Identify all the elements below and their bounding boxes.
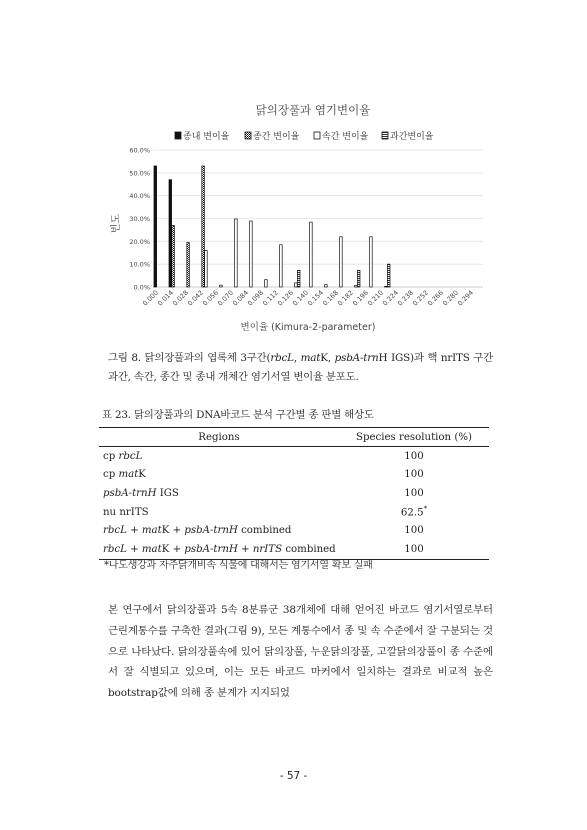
bar — [387, 264, 390, 287]
region-text: cp — [103, 469, 119, 481]
resolution-value: 100 — [404, 450, 424, 462]
resolution-cell — [339, 484, 489, 503]
header-species-resolution: Species resolution (%) — [339, 428, 489, 447]
legend-swatch — [175, 132, 181, 139]
resolution-cell — [339, 503, 489, 522]
bar — [220, 285, 223, 287]
resolution-value: 100 — [404, 525, 424, 537]
chart-title: 닭의장풀과 염기변이율 — [255, 103, 371, 117]
region-cell — [99, 466, 339, 485]
x-tick-label: 0.084 — [231, 288, 250, 308]
bar — [250, 221, 253, 287]
x-tick-label: 0.224 — [381, 288, 400, 308]
bar — [280, 245, 283, 287]
x-tick-label: 0.210 — [366, 288, 385, 308]
region-text: + — [126, 525, 142, 537]
x-tick-label: 0.000 — [141, 288, 160, 308]
bar — [340, 237, 343, 287]
figure-caption: 그림 8. 닭의장풀과의 엽록체 3구간(rbcL, matK, psbA-trnH IGS)과 핵 nrITS 구간 과간, 속간, 종간 및 종내 개체간 염기서열 변이율 분포도. — [108, 352, 493, 383]
resolution-value: 100 — [404, 543, 424, 555]
region-text: mat — [141, 525, 162, 537]
table-header-row — [99, 428, 489, 447]
chart — [95, 92, 495, 337]
resolution-cell — [339, 447, 489, 466]
bar — [297, 270, 300, 287]
region-text: rbcL — [103, 543, 127, 555]
x-tick-label: 0.154 — [306, 288, 325, 308]
region-cell — [99, 503, 339, 522]
x-tick-label: 0.294 — [456, 288, 475, 308]
y-tick-label: 30.0% — [129, 215, 150, 223]
region-text: K + — [161, 543, 185, 555]
legend-label: 속간 변이율 — [322, 132, 369, 142]
bar — [325, 285, 328, 287]
region-text: K — [138, 469, 146, 481]
x-tick-label: 0.014 — [156, 288, 175, 308]
bar — [310, 222, 313, 287]
bar — [235, 219, 238, 287]
y-tick-label: 0.0% — [133, 283, 150, 292]
bar — [154, 166, 157, 287]
x-tick-label: 0.266 — [426, 288, 445, 308]
y-tick-label: 50.0% — [129, 169, 150, 178]
x-tick-label: 0.182 — [336, 288, 355, 308]
region-text: mat — [141, 543, 162, 555]
y-tick-label: 10.0% — [129, 260, 150, 269]
x-tick-label: 0.126 — [276, 288, 295, 308]
resolution-value: 62.5 — [400, 507, 424, 519]
y-tick-label: 60.0% — [129, 146, 150, 155]
table-row — [99, 466, 489, 485]
x-tick-label: 0.028 — [171, 288, 190, 308]
page-number: - 57 - — [279, 770, 308, 782]
y-tick-label: 20.0% — [129, 237, 150, 246]
bar — [295, 283, 298, 287]
x-tick-label: 0.056 — [201, 288, 220, 308]
region-text: combined — [237, 525, 292, 537]
resolution-value: 100 — [404, 469, 424, 481]
bar — [385, 286, 388, 287]
x-tick-label: 0.252 — [411, 288, 430, 308]
header-regions: Regions — [99, 428, 339, 447]
region-text: rbcL — [118, 450, 143, 462]
bar — [265, 280, 268, 287]
resolution-cell — [339, 466, 489, 485]
x-tick-label: 0.196 — [351, 288, 370, 308]
bar — [169, 180, 172, 287]
x-tick-label: 0.042 — [186, 288, 205, 308]
region-text: + — [126, 543, 142, 555]
bar-chart-svg — [95, 92, 495, 337]
region-text: mat — [118, 469, 139, 481]
footnote-marker: * — [423, 505, 428, 514]
x-tick-label: 0.098 — [246, 288, 265, 308]
bar — [370, 237, 373, 287]
bar — [205, 250, 208, 287]
x-axis-label: 변이율 (Kimura-2-parameter) — [240, 322, 376, 333]
table-row — [99, 484, 489, 503]
region-cell — [99, 484, 339, 503]
region-text: psbA-trnH — [103, 487, 157, 499]
bar — [172, 225, 175, 287]
bar — [355, 285, 358, 287]
region-cell — [99, 521, 339, 540]
y-tick-label: 40.0% — [129, 192, 150, 201]
bar — [202, 166, 205, 287]
region-text: IGS — [156, 487, 179, 499]
x-tick-label: 0.238 — [396, 288, 415, 308]
x-tick-label: 0.280 — [441, 288, 460, 308]
table-row — [99, 447, 489, 466]
body-paragraph: 본 연구에서 닭의장풀과 5속 8분류군 38개체에 대해 얻어진 바코드 염기서열로부터 근린계통수를 구축한 결과(그림 9), 모든 계통수에서 종 및 속 수준에서 잘 구분되는 것으로 나타났다. 닭의장풀속에 있어 닭의장풀, 누운닭의장풀, 고깔닭의장풀이 종 수준에서 잘 식별되고 있으며, 이는 모든 바코드 마커에서 일치하는 결과로 비교적 높은 bootstrap값에 의해 종 분계가 지지되었 — [108, 604, 493, 700]
region-text: K + — [161, 525, 185, 537]
resolution-cell — [339, 521, 489, 540]
region-text: rbcL — [103, 525, 127, 537]
x-tick-label: 0.140 — [291, 288, 310, 308]
table-row — [99, 503, 489, 522]
x-tick-label: 0.168 — [321, 288, 340, 308]
bar — [187, 242, 190, 287]
legend-swatch — [382, 132, 388, 139]
y-axis-label: 빈도 — [111, 213, 122, 234]
legend-swatch — [245, 132, 251, 139]
legend-label: 종내 변이율 — [183, 132, 230, 142]
x-tick-label: 0.112 — [261, 288, 280, 308]
bar — [357, 270, 360, 287]
region-text: cp — [103, 450, 119, 462]
region-text: psbA-trnH — [184, 525, 238, 537]
region-cell — [99, 447, 339, 466]
x-tick-label: 0.070 — [216, 288, 235, 308]
table-row — [99, 521, 489, 540]
legend-label: 종간 변이율 — [253, 132, 300, 142]
region-text: psbA-trnH + nrITS — [184, 543, 283, 555]
legend-swatch — [314, 132, 320, 139]
species-resolution-table — [99, 427, 489, 560]
legend-label: 과간변이율 — [390, 132, 434, 142]
table-caption: 표 23. 닭의장풀과의 DNA바코드 분석 구간별 종 판별 해상도 — [102, 409, 374, 421]
region-text: nu nrITS — [103, 506, 149, 518]
region-text: combined — [282, 543, 336, 555]
table-footnote: *나도생강과 자주닭개비속 식물에 대해서는 염기서열 확보 실패 — [104, 560, 373, 571]
resolution-value: 100 — [404, 487, 424, 499]
